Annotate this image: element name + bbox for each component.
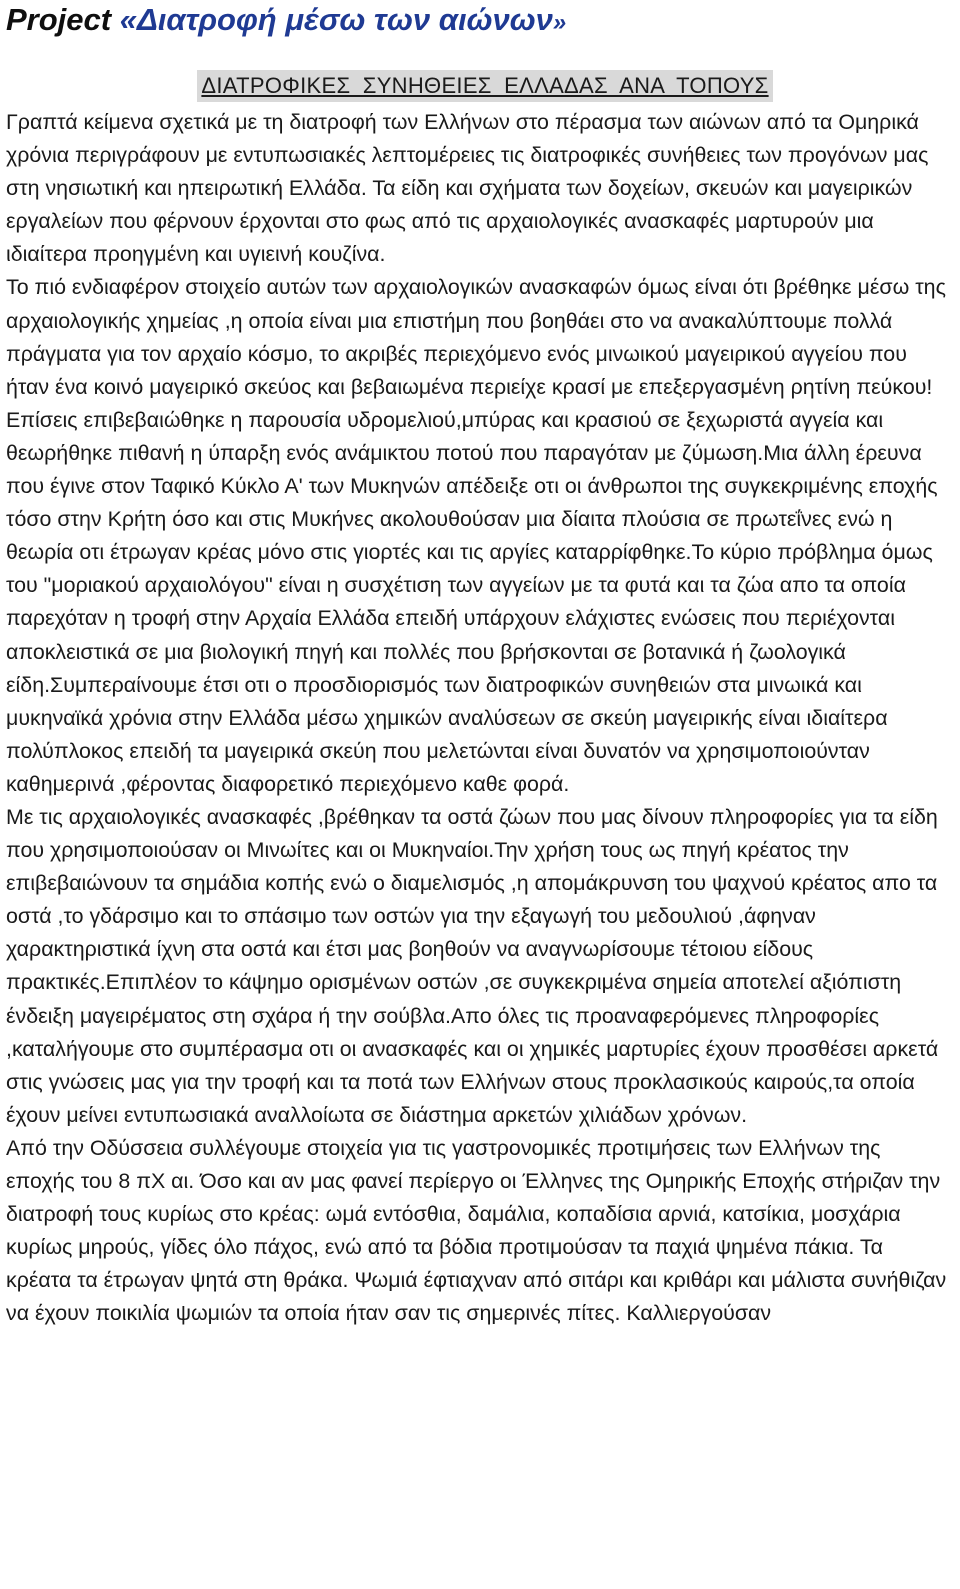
paragraph: Γραπτά κείμενα σχετικά με τη διατροφή των Ελλήνων στο πέρασμα των αιώνων από τα Ομηρικά χρόνια περιγράφουν με εντυπωσιακές λεπτομέρειες τις διατροφικές συνήθειες των προγόνων μας στη νησιωτική και ηπειρωτική Ελλάδα. Τα είδη και σχήματα των δοχείων, σκευών και μαγειρικών εργαλείων που φέρνουν έρχονται στο φως από τις αρχαιολογικές ανασκαφές μαρτυρούν μια ιδιαίτερα προηγμένη και υγιεινή κουζίνα. (6, 110, 929, 267)
title-prefix: Project (6, 2, 120, 37)
title-close-quote: » (552, 9, 567, 36)
title-main: Διατροφή μέσω των αιώνων (136, 2, 553, 37)
paragraph: Από την Οδύσσεια συλλέγουμε στοιχεία για τις γαστρονομικές προτιμήσεις των Ελλήνων της εποχής του 8 πΧ αι. Όσο και αν μας φανεί περίεργο οι Έλληνες της Ομηρικής Εποχής στήριζαν την διατροφή τους κυρίως στο κρέας: ωμά εντόσθια, δαμάλια, κοπαδίσια αρνιά, κατσίκια, μοσχάρια κυρίως μηρούς, γίδες όλο πάχος, ενώ από τα βόδια προτιμούσαν τα παχιά ψημένα πάκια. Τα κρέατα τα έτρωγαν ψητά στη θράκα. Ψωμιά έφτιαχναν από σιτάρι και κριθάρι και μάλιστα συνήθιζαν να έχουν ποικιλία ψωμιών τα οποία ήταν σαν τις σημερινές πίτες. Καλλιεργούσαν (6, 1135, 947, 1326)
paragraph: Το πιό ενδιαφέρον στοιχείο αυτών των αρχαιολογικών ανασκαφών όμως είναι ότι βρέθηκε μέσω της αρχαιολογικής χημείας ,η οποία είναι μια επιστήμη που βοηθάει στο να ανακαλύπτουμε πολλά πράγματα για τον αρχαίο κόσμο, το ακριβές περιεχόμενο ενός μινωικού μαγειρικού αγγείου που ήταν ένα κοινό μαγειρικό σκεύος και βεβαιωμένα περιείχε κρασί με επεξεργασμένη ρητίνη πεύκου!Επίσεις επιβεβαιώθηκε η παρουσία υδρομελιού,μπύρας και κρασιού σε ξεχωριστά αγγεία και θεωρήθηκε πιθανή η ύπαρξη ενός ανάμικτου ποτού που παραγόταν με ζύμωση.Μια άλλη έρευνα που έγινε στον Ταφικό Κύκλο Α' των Μυκηνών απέδειξε οτι οι άνθρωποι της συγκεκριμένης εποχής τόσο στην Κρήτη όσο και στις Μυκήνες ακολουθούσαν μια δίαιτα πλούσια σε πρωτεΐνες ενώ η θεωρία οτι έτρωγαν κρέας μόνο στις γιορτές και τις αργίες καταρρίφθηκε.Το κύριο πρόβλημα όμως του "μοριακού αρχαιολόγου" είναι η συσχέτιση των αγγείων με τα φυτά και τα ζώα απο τα οποία παρεχόταν η τροφή στην Αρχαία Ελλάδα επειδή υπάρχουν ελάχιστες ενώσεις που περιέχονται αποκλειστικά σε μια βιολογική πηγή και πολλές που βρήσκονται σε βοτανικά ή ζωολογικά είδη.Συμπεραίνουμε έτσι οτι ο προσδιορισμός των διατροφικών συνηθειών στα μινωικά και μυκηναϊκά χρόνια στην Ελλάδα μέσω χημικών αναλύσεων σε σκεύη μαγειρικής είναι ιδιαίτερα πολύπλοκος επειδή τα μαγειρικά σκεύη που μελετώνται είναι δυνατόν να χρησιμοποιούνταν καθημερινά ,φέροντας διαφορετικό περιεχόμενο καθε φορά. (6, 275, 946, 796)
section-heading-wrap (0, 70, 960, 102)
paragraph: Με τις αρχαιολογικές ανασκαφές ,βρέθηκαν τα οστά ζώων που μας δίνουν πληροφορίες για τα είδη που χρησιμοποιούσαν οι Μινωίτες και οι Μυκηναίοι.Την χρήση τους ως πηγή κρέατος την επιβεβαιώνουν τα σημάδια κοπής ενώ ο διαμελισμός ,η απομάκρυνση του ψαχνού κρέατος απο τα οστά ,το γδάρσιμο και το σπάσιμο των οστών για την εξαγωγή του μεδουλιού ,άφηναν χαρακτηριστικά ίχνη στα οστά και έτσι μας βοηθούν να αναγνωρίσουμε τέτοιου είδους πρακτικές.Επιπλέον το κάψημο ορισμένων οστών ,σε συγκεκριμένα σημεία αποτελεί αξιόπιστη ένδειξη μαγειρέματος στη σχάρα ή την σούβλα.Απο όλες τις προαναφερόμενες πληροφορίες ,καταλήγουμε στο συμπέρασμα οτι οι ανασκαφές και οι χημικές μαρτυρίες έχουν προσθέσει αρκετά στις γνώσεις μας για την τροφή και τα ποτά των Ελλήνων στους προκλασικούς καιρούς,τα οποία έχουν μείνει εντυπωσιακά αναλλοίωτα σε διάστημα αρκετών χιλιάδων χρόνων. (6, 804, 939, 1127)
document-body (6, 106, 954, 1330)
document-title (6, 0, 566, 43)
title-open-quote: « (119, 2, 137, 37)
section-heading: ΔΙΑΤΡΟΦΙΚΕΣ ΣΥΝΗΘΕΙΕΣ ΕΛΛΑΔΑΣ ΑΝΑ ΤΟΠΟΥΣ (197, 70, 772, 102)
